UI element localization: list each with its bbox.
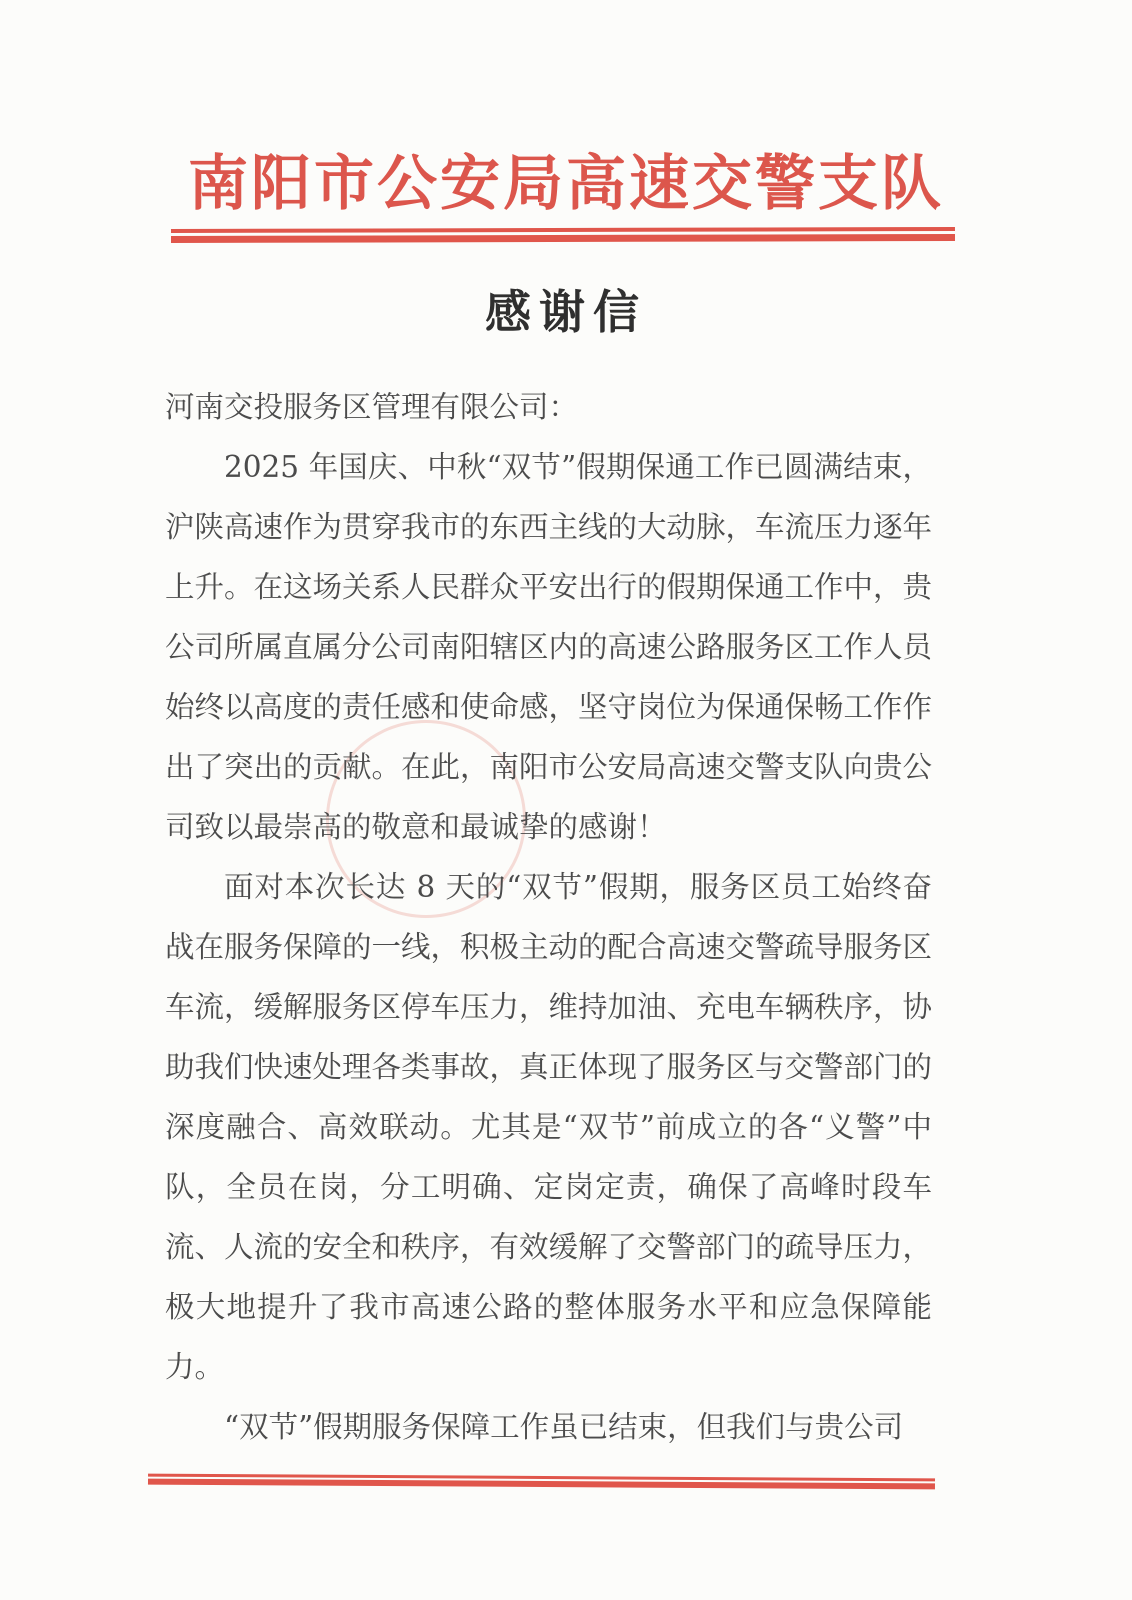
- salutation-line: 河南交投服务区管理有限公司：: [165, 390, 579, 424]
- footer-double-rule: [148, 1474, 935, 1490]
- letterhead-org-name: 南阳市公安局高速交警支队: [188, 149, 944, 219]
- letter-title: 感谢信: [485, 285, 647, 339]
- letterhead-rule-thick: [171, 234, 955, 243]
- letter-paragraph: 面对本次长达 8 天的“双节”假期，服务区员工始终奋战在服务保障的一线，积极主动的配合高速交警疏导服务区车流，缓解服务区停车压力，维持加油、充电车辆秩序，协助我们快速处理各类事故，真正体现了服务区与交警部门的深度融合、高效联动。尤其是“双节”前成立的各“义警”中队，全员在岗，分工明确、定岗定责，确保了高峰时段车流、人流的安全和秩序，有效缓解了交警部门的疏导压力，极大地提升了我市高速公路的整体服务水平和应急保障能力。: [165, 870, 933, 1384]
- letter-body: [165, 377, 932, 1457]
- letterhead-double-rule: [171, 227, 955, 243]
- letter-paragraph: 2025 年国庆、中秋“双节”假期保通工作已圆满结束，沪陕高速作为贯穿我市的东西主线的大动脉，车流压力逐年上升。在这场关系人民群众平安出行的假期保通工作中，贵公司所属直属分公司南阳辖区内的高速公路服务区工作人员始终以高度的责任感和使命感，坚守岗位为保通保畅工作作出了突出的贡献。在此，南阳市公安局高速交警支队向贵公司致以最崇高的敬意和最诚挚的感谢！: [165, 450, 933, 844]
- letter-paragraph: “双节”假期服务保障工作虽已结束，但我们与贵公司: [224, 1410, 904, 1444]
- letterhead-rule-thin: [171, 227, 955, 233]
